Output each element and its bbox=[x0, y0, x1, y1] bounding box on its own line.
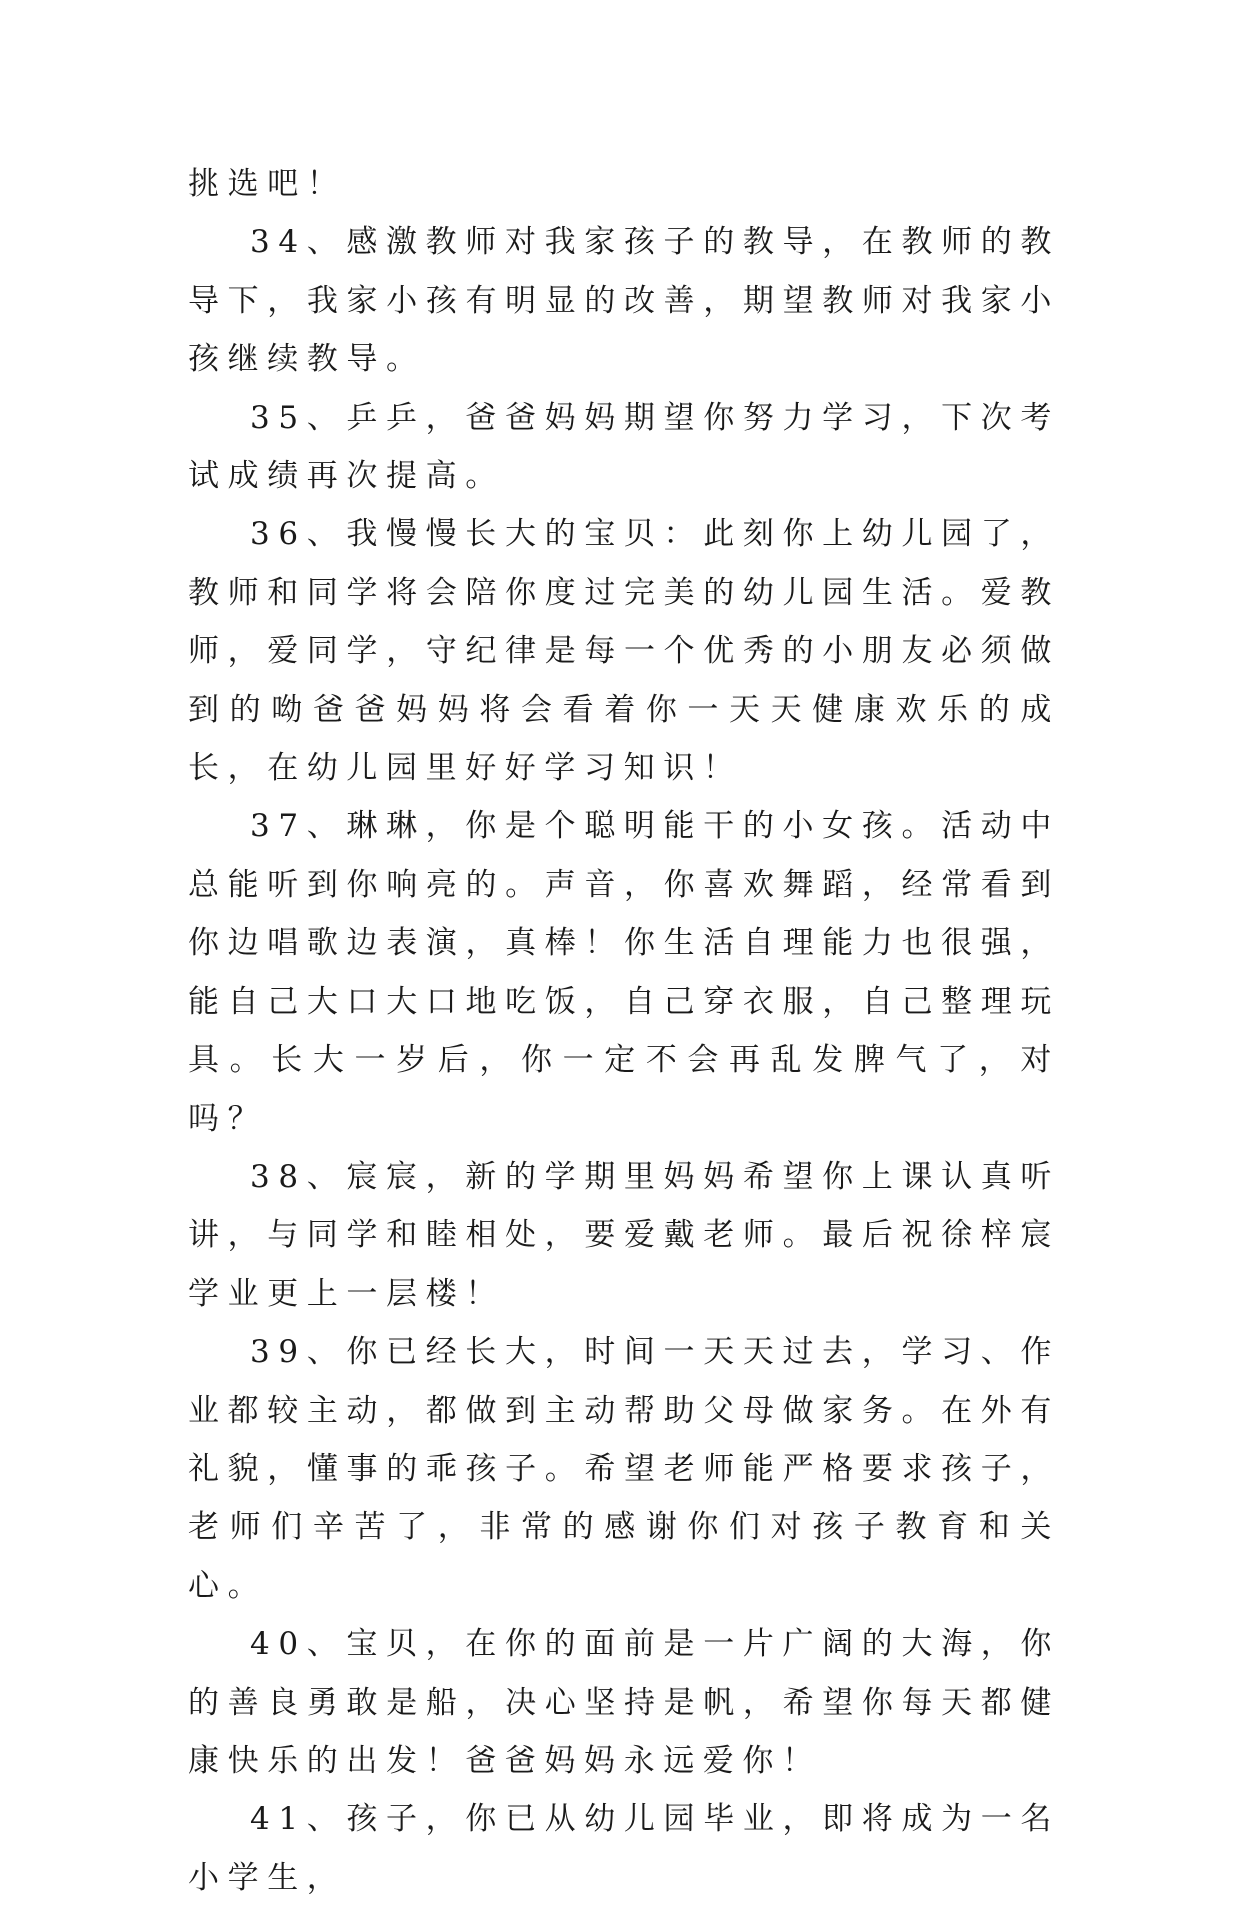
paragraph-41: 41、孩子，你已从幼儿园毕业，即将成为一名小学生， bbox=[188, 1801, 1060, 1896]
paragraph-34: 34、感激教师对我家孩子的教导，在教师的教导下，我家小孩有明显的改善，期望教师对我家小孩继续教导。 bbox=[188, 224, 1060, 378]
paragraph-36: 36、我慢慢长大的宝贝：此刻你上幼儿园了，教师和同学将会陪你度过完美的幼儿园生活。爱教师，爱同学，守纪律是每一个优秀的小朋友必须做到的呦爸爸妈妈将会看着你一天天健康欢乐的成长，在幼儿园里好好学习知识！ bbox=[188, 516, 1060, 787]
paragraph-38: 38、宸宸，新的学期里妈妈希望你上课认真听讲，与同学和睦相处，要爱戴老师。最后祝徐梓宸学业更上一层楼！ bbox=[188, 1158, 1060, 1312]
paragraph-continuation: 挑选吧！ bbox=[188, 166, 347, 202]
paragraph-37: 37、琳琳，你是个聪明能干的小女孩。活动中总能听到你响亮的。声音，你喜欢舞蹈，经常看到你边唱歌边表演，真棒！你生活自理能力也很强，能自己大口大口地吃饭，自己穿衣服，自己整理玩具。长大一岁后，你一定不会再乱发脾气了，对吗？ bbox=[188, 808, 1060, 1137]
paragraph-40: 40、宝贝，在你的面前是一片广阔的大海，你的善良勇敢是船，决心坚持是帆，希望你每天都健康快乐的出发！爸爸妈妈永远爱你！ bbox=[188, 1626, 1060, 1779]
paragraph-35: 35、乒乒，爸爸妈妈期望你努力学习，下次考试成绩再次提高。 bbox=[188, 399, 1060, 495]
document-body bbox=[188, 155, 1060, 1907]
paragraph-39: 39、你已经长大，时间一天天过去，学习、作业都较主动，都做到主动帮助父母做家务。在外有礼貌，懂事的乖孩子。希望老师能严格要求孩子，老师们辛苦了，非常的感谢你们对孩子教育和关心。 bbox=[188, 1334, 1060, 1604]
